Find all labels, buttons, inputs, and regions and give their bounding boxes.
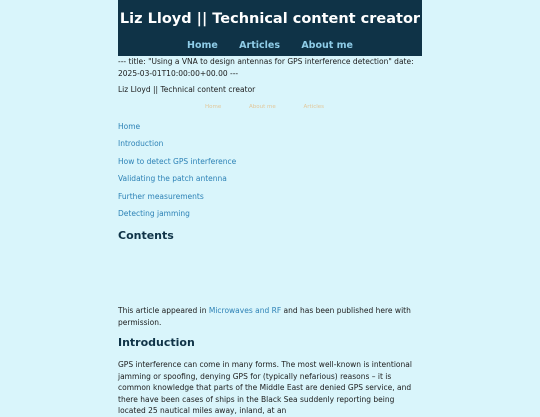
faint-nav-about[interactable]: About me	[249, 104, 276, 110]
faint-nav-articles[interactable]: Articles	[303, 104, 325, 110]
toc-link-introduction[interactable]: Introduction	[118, 139, 164, 148]
introduction-paragraph: GPS interference can come in many forms. The most well-known is intentional jamming or spoofing, denying GPS for (typically nefarious) reasons – it is common knowledge that parts of the Middle East are denied GPS service, and there have been cases of ships in the Black Sea suddenly reporting being located 25 nautical miles away, inland, at an	[118, 360, 412, 415]
faint-nav	[205, 104, 350, 110]
nav-articles-link[interactable]: Articles	[239, 40, 280, 51]
appeared-text-before: This article appeared in	[118, 306, 209, 315]
frontmatter-text: --- title: "Using a VNA to design antennas for GPS interference detection" date: 2025-03-01T10:00:00+00.00 ---	[118, 57, 414, 78]
nav-home-link[interactable]: Home	[187, 40, 218, 51]
introduction-heading: Introduction	[118, 336, 195, 349]
page-subtitle: Liz Lloyd || Technical content creator	[118, 85, 256, 94]
appeared-text-after: and has been published here with permission.	[118, 306, 411, 327]
toc-link-home[interactable]: Home	[118, 122, 141, 131]
microwaves-rf-link[interactable]: Microwaves and RF	[208, 306, 282, 315]
faint-nav-home[interactable]: Home	[205, 104, 222, 110]
top-nav	[118, 40, 422, 51]
toc-link-detecting-jamming[interactable]: Detecting jamming	[118, 209, 190, 218]
toc-link-validating-antenna[interactable]: Validating the patch antenna	[118, 174, 227, 183]
site-header	[118, 0, 422, 56]
site-title[interactable]: Liz Lloyd || Technical content creator	[119, 11, 421, 27]
toc-link-detect-interference[interactable]: How to detect GPS interference	[118, 157, 237, 166]
toc-link-further-measurements[interactable]: Further measurements	[118, 192, 204, 201]
appeared-paragraph	[118, 305, 422, 328]
contents-heading: Contents	[118, 229, 174, 242]
nav-about-link[interactable]: About me	[301, 40, 353, 51]
